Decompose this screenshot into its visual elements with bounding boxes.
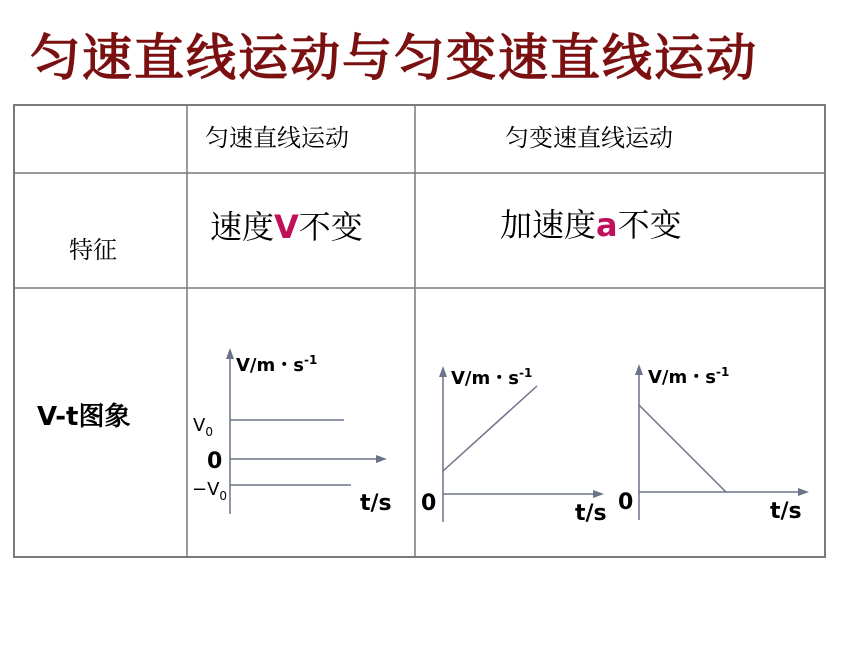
velocity-symbol: V: [274, 208, 299, 246]
y-axis-label: V/m・$s^{-1}$: [236, 353, 318, 376]
feature-accel-before: 加速度: [500, 206, 597, 244]
neg-v0-label: $-V_0$: [192, 479, 228, 503]
y-axis-arrow: [226, 348, 234, 359]
zero-label: 0: [207, 449, 223, 474]
acceleration-symbol: a: [596, 206, 618, 244]
feature-uniform-after: 不变: [298, 208, 363, 246]
feature-accel: [500, 200, 682, 246]
header-uniform-motion: 匀速直线运动: [205, 124, 349, 152]
x-axis-label: t/s: [360, 491, 392, 516]
header-uniform-accel-motion: 匀变速直线运动: [505, 124, 673, 152]
x-axis-label: t/s: [575, 501, 607, 526]
time-axis-arrow: [798, 488, 809, 496]
velocity-line-increasing: [443, 386, 537, 471]
y-axis-arrow: [635, 364, 643, 375]
y-axis-label: V/m・$s^{-1}$: [451, 366, 533, 389]
row-label-feature: 特征: [69, 236, 117, 264]
origin-label: 0: [421, 491, 437, 516]
y-axis-label: V/m・$s^{-1}$: [648, 365, 730, 388]
comparison-table: [13, 104, 826, 558]
row-label-vt-graph: V-t图象: [37, 402, 131, 432]
y-axis-arrow: [439, 366, 447, 377]
time-axis-arrow: [376, 455, 387, 463]
origin-label: 0: [618, 490, 634, 515]
feature-accel-after: 不变: [617, 206, 682, 244]
x-axis-label: t/s: [770, 499, 802, 524]
v0-label: $V_0$: [193, 415, 213, 439]
feature-uniform-before: 速度: [210, 208, 275, 246]
time-axis-arrow: [593, 490, 604, 498]
feature-uniform: [210, 202, 363, 248]
slide-title: 匀速直线运动与匀变速直线运动: [30, 29, 758, 87]
velocity-line-decreasing: [639, 405, 726, 492]
